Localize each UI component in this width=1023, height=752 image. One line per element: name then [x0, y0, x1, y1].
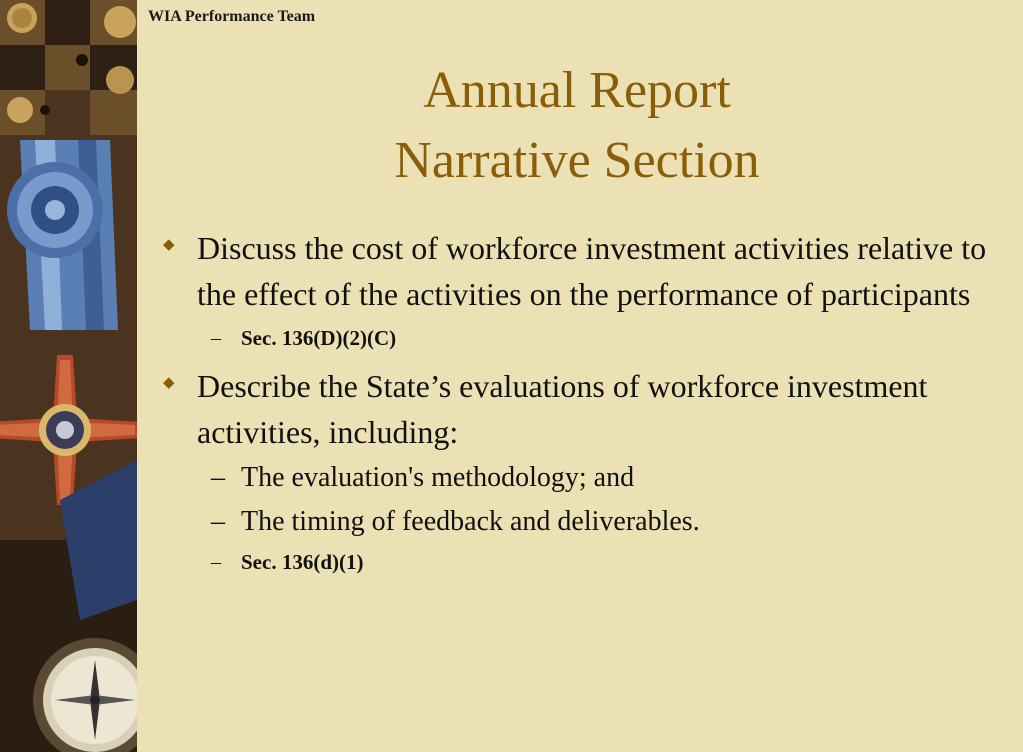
diamond-bullet-icon: ◆ [163, 375, 175, 391]
decorative-medal-image [0, 0, 137, 752]
dash-icon: – [211, 327, 221, 349]
diamond-bullet-icon: ◆ [163, 237, 175, 253]
sub-bullet-text: Sec. 136(D)(2)(C) [241, 326, 397, 350]
medal-collage-image [0, 0, 137, 752]
title-line-2: Narrative Section [394, 132, 760, 189]
dash-icon: – [211, 462, 225, 493]
bullet-text: Discuss the cost of workforce investment activities relative to the effect of the activities on the performance of participants [197, 230, 987, 312]
dash-icon: – [211, 551, 221, 573]
slide-title [137, 56, 1017, 196]
sub-bullet-text: The timing of feedback and deliverables. [241, 506, 700, 537]
sub-bullet-item [160, 549, 1010, 575]
team-header: WIA Performance Team [148, 8, 316, 25]
bullet-text: Describe the State’s evaluations of workforce investment activities, including: [197, 368, 928, 450]
bullet-list [160, 225, 1010, 587]
bullet-item [160, 363, 1010, 455]
sub-bullet-item [160, 461, 1010, 495]
sub-bullet-text: Sec. 136(d)(1) [241, 550, 364, 574]
dash-icon: – [211, 506, 225, 537]
title-line-1: Annual Report [423, 62, 731, 119]
sub-bullet-item [160, 325, 1010, 351]
sub-bullet-item [160, 505, 1010, 539]
sub-bullet-text: The evaluation's methodology; and [241, 462, 635, 493]
bullet-item [160, 225, 1010, 317]
